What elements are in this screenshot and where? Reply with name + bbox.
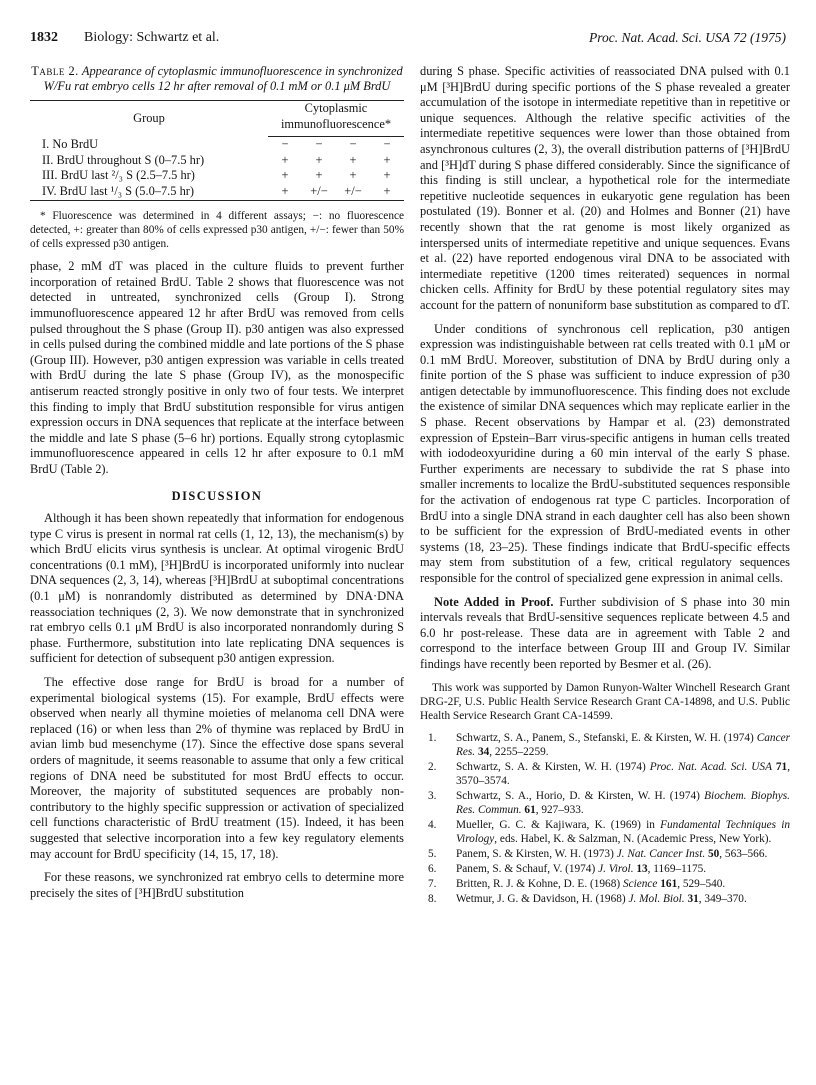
table-cell: −	[281, 137, 289, 152]
table-cell: +	[349, 168, 357, 183]
right-column	[420, 64, 790, 907]
table-caption	[30, 64, 404, 94]
table-cell: +	[370, 184, 404, 200]
table-cell-group: III. BrdU last ²/₃ S (2.5–7.5 hr)	[42, 168, 195, 183]
reference-item: 7. Britten, R. J. & Kohne, D. E. (1968) Science 161, 529–540.	[428, 878, 726, 891]
discussion-heading: DISCUSSION	[171, 489, 263, 504]
section-title: Biology: Schwartz et al.	[84, 30, 220, 45]
table-cell: +	[281, 152, 289, 167]
table-caption-text: Appearance of cytoplasmic immunofluorescence in synchronized W/Fu rat embryo cells 12 hr after removal of 0.1 mM or 0.1 μM BrdU	[43, 64, 403, 93]
body-paragraph: Although it has been shown repeatedly that information for endogenous type C virus is present in normal rat cells (1, 12, 13), the mechanism(s) by which BrdU elicits virus synthesis is unclear. At optimal virogenic BrdU concentrations (0.1 mM), [³H]BrdU is incorporated uniformly into nuclear DNA sequences (2, 3, 14), whereas [³H]BrdU at suboptimal concentrations (0.1 μM) is nonrandomly distributed as determined by DNA·DNA reassociation techniques (2, 3). We now demonstrate that in synchronized rat embryo cells 0.1 μM BrdU is also incorporated nonrandomly during S phase. Furthermore, substitution into late replicating DNA sequences is sufficient for detection of subsequent p30 antigen expression.	[30, 511, 404, 666]
reference-item: 8. Wetmur, J. G. & Davidson, H. (1968) J. Mol. Biol. 31, 349–370.	[428, 893, 747, 906]
running-header	[30, 30, 786, 52]
table-cell: +/−	[336, 184, 370, 200]
left-column	[30, 64, 404, 901]
table-cell: +	[383, 168, 391, 183]
table-cell: +	[349, 152, 357, 167]
reference-item: 2. Schwartz, S. A. & Kirsten, W. H. (1974) Proc. Nat. Acad. Sci. USA 71, 3570–3574.	[428, 761, 791, 788]
note-added-in-proof	[420, 595, 790, 673]
table-cell-group: I. No BrdU	[42, 136, 99, 151]
table-2	[30, 100, 404, 201]
journal-citation: Proc. Nat. Acad. Sci. USA 72 (1975)	[589, 30, 786, 45]
reference-item: 1. Schwartz, S. A., Panem, S., Stefanski, E. & Kirsten, W. H. (1974) Cancer Res. 34, 2255–2259.	[428, 732, 790, 759]
body-paragraph: The effective dose range for BrdU is broad for a number of experimental biological systems (15). For example, BrdU effects were observed when nearly all thymine moieties of melanoma cell DNA were replaced (16) or when less than 2% of thymine was replaced by BrdU in avian limb bud mesenchyme (17). Since the effective dose spans several orders of magnitude, it seems reasonable to assume that only a few critical regions of DNA need be substituted for most BrdU effects to occur. Moreover, the majority of substituted sequences are probably non-contributory to the highly specific suppression or activation of specialized cell functions characteristic of BrdU treatment (15). Indeed, it has been suggested that selective incorporation into a few key regulatory elements may account for BrdU specificity (14, 15, 17, 18).	[30, 675, 404, 861]
reference-item: 3. Schwartz, S. A., Horio, D. & Kirsten, W. H. (1974) Biochem. Biophys. Res. Commun. 61, 927–933.	[428, 790, 790, 817]
table-row	[30, 153, 404, 169]
table-row	[30, 184, 404, 200]
table-cell: −	[383, 137, 391, 152]
note-text: Further subdivision of S phase into 30 min intervals reveals that BrdU-sensitive sequences replicate between 4.5 and 6.0 hr post-release. These data are in agreement with Table 2 and correspond to the interface between Group III and Group IV. Similar findings have recently been reported by Besmer et al. (26).	[420, 594, 790, 671]
body-paragraph: phase, 2 mM dT was placed in the culture fluids to prevent further incorporation of retained BrdU. Table 2 shows that fluorescence was not detected in untreated, synchronized cells (Group I). Strong immunofluorescence appeared 12 hr after BrdU was removed from cells pulsed throughout the S phase (Group II). p30 antigen was also expressed in cells pulsed during the combined middle and late portions of the S phase (Group III). However, p30 antigen expression was variable in cells treated with BrdU during the late S phase (Group IV), as the monospecific antiserum reacted strongly positive in only two of four tests. We interpret this finding to imply that BrdU substitution responsible for virus antigen expression occurs in DNA sequences that replicate at the interface between the middle and late S phase (5–6 hr) portions. Equally strong cytoplasmic immunofluorescence appeared in cells 12 hr after exposure to 0.1 mM BrdU (Table 2).	[30, 259, 404, 476]
table-cell: +	[383, 152, 391, 167]
table-cell: −	[315, 137, 323, 152]
note-title: Note Added in Proof.	[434, 594, 554, 609]
table-cell-group: II. BrdU throughout S (0–7.5 hr)	[42, 152, 205, 167]
body-paragraph: Under conditions of synchronous cell replication, p30 antigen expression was indistinguishable between rat cells treated with 0.1 μM or 0.1 mM BrdU. Moreover, substitution of DNA by BrdU during only a finite portion of the S phase was sufficient to induce expression of p30 antigen detectable by immunofluorescence. This finding does not exclude the existence of similar DNA sequences which may replicate earlier in the S phase. Recent observations by Hampar et al. (23) demonstrated expression of Epstein–Barr virus-specific antigens in human cells treated with iododeoxyuridine during a 60 min interval of the early S phase. Further experiments are necessary to subdivide the rat S phase into smaller increments to localize the BrdU-substituted sequences responsible for the activation of endogenous rat type C particles. Incorporation of BrdU into a single DNA strand in each daughter cell has also been shown to be sufficient for the expression of BrdU-mediated events in other systems (18, 23–25). These findings indicate that BrdU-specific effects may stem from substitution of a few, critical regulatory sequences responsible for the control of specialized gene expression in animal cells.	[420, 321, 790, 585]
reference-list	[420, 731, 790, 906]
reference-item: 6. Panem, S. & Schauf, V. (1974) J. Virol. 13, 1169–1175.	[428, 863, 707, 876]
body-paragraph: during S phase. Specific activities of reassociated DNA pulsed with 0.1 μM [³H]BrdU during specific portions of the S phase revealed a greater accumulation of the isotope in intermediate repetitive than in repetitive or unique sequences. Although the relative specific activities of the intermediate repetitive sequences were lower than those obtained from asynchronous cultures (2, 3), the overall distribution patterns of [³H]BrdU and [³H]dT during S phase differed considerably. Since the significance of this finding is still unclear, a hypothetical role for the intermediate repetitive nucleotide sequences in eukaryotic gene regulation has been postulated (19). Bonner et al. (20) and Holmes and Bonner (21) have recently shown that the rat genome is most likely organized as interspersed units of intermediate repetitive and unique sequences. Evans et al. (22) have reported endogenous viral DNA to be associated with intermediate repetitive (1200 times reiterated) sequences in normal chicken cells. Affinity for BrdU by these potential regulatory sites may account for the pattern of nonuniform base substitution as compared to dT.	[420, 64, 791, 312]
table-cell: +	[268, 184, 302, 200]
table-footnote: * Fluorescence was determined in 4 different assays; −: no fluorescence detected, +: greater than 80% of cells expressed p30 antigen, +/−: fewer than 50% of cells expressed p30 antigen.	[30, 209, 404, 250]
table-row	[30, 168, 404, 184]
table-cell-group: IV. BrdU last ¹/₃ S (5.0–7.5 hr)	[30, 184, 268, 200]
table-cell: +	[315, 168, 323, 183]
reference-item: 4. Mueller, G. C. & Kajiwara, K. (1969) in Fundamental Techniques in Virology, eds. Habel, K. & Salzman, N. (Academic Press, New York).	[428, 819, 791, 846]
table-cell: −	[349, 137, 357, 152]
acknowledgments: This work was supported by Damon Runyon-Walter Winchell Research Grant DRG-2F, U.S. Public Health Service Research Grant CA-14898, and U.S. Public Health Service Research Grant CA-14599.	[420, 681, 790, 722]
reference-item: 5. Panem, S. & Kirsten, W. H. (1973) J. Nat. Cancer Inst. 50, 563–566.	[428, 848, 768, 861]
table-header-result: Cytoplasmic immunofluorescence*	[268, 101, 404, 133]
table-cell: +	[281, 168, 289, 183]
table-label: Table 2.	[31, 64, 79, 78]
page-number: 1832	[30, 30, 58, 45]
body-paragraph: For these reasons, we synchronized rat embryo cells to determine more precisely the sites of [³H]BrdU substitution	[30, 870, 404, 900]
table-cell: +/−	[302, 184, 336, 200]
table-row	[30, 137, 404, 153]
table-header-group: Group	[30, 101, 268, 137]
table-cell: +	[315, 152, 323, 167]
